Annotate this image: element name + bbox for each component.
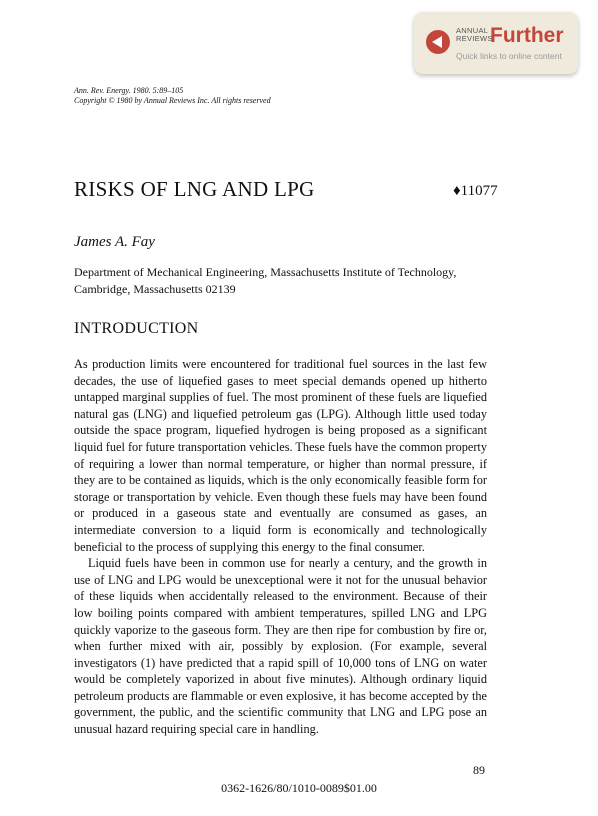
journal-info [74, 86, 271, 106]
author-name: James A. Fay [74, 234, 155, 250]
banner-tagline: Quick links to online content [456, 51, 562, 61]
banner-annual-label: ANNUAL [456, 26, 489, 35]
affiliation-line-1: Department of Mechanical Engineering, Massachusetts Institute of Technology, [74, 265, 457, 279]
article-identifier: 0362-1626/80/1010-0089$01.00 [221, 781, 377, 795]
banner-further-label: Further [490, 24, 564, 47]
affiliation-line-2: Cambridge, Massachusetts 02139 [74, 282, 236, 296]
journal-copyright: Copyright © 1980 by Annual Reviews Inc. All rights reserved [74, 96, 271, 105]
journal-citation: Ann. Rev. Energy. 1980. 5:89–105 [74, 86, 184, 95]
paragraph-1: As production limits were encountered for traditional fuel sources in the last few decades, the use of liquefied gases to meet special demands opened up hitherto untapped marginal supplies of fuel. The most prominent of these fuels are liquefied natural gas (LNG) and liquefied petroleum gas (LPG). Although little used today outside the space program, liquefied hydrogen is being proposed as a significant liquid fuel for future transportation vehicles. These fuels have the common property of requiring a lower than normal temperature, or higher than normal pressure, if they are to be contained as liquids, which is the only economically feasible form for storage or transportation by vehicle. Even though these fuels may have been found or produced in a gaseous state and eventually are consumed as gases, an intermediate conversion to a liquid form is economically and technologically beneficial to the process of supplying this energy to the final consumer. [74, 357, 487, 554]
page-number: 89 [473, 763, 485, 777]
section-heading: INTRODUCTION [74, 320, 199, 337]
paragraph-2: Liquid fuels have been in common use for nearly a century, and the growth in use of LNG and LPG would be unexceptional were it not for the unusual behavior of these liquids when accidentally released to the environment. Because of their low boiling points compared with ambient temperatures, spilled LNG and LPG quickly vaporize to the gaseous form. They are then ripe for combustion by fire or, when further mixed with air, possibly by explosion. (For example, several investigators (1) have predicted that a rapid spill of 10,000 tons of LNG on water would be completely vaporized in about five minutes). Although ordinary liquid petroleum products are flammable or even explosive, it has become accepted by the government, the public, and the scientific community that LNG and LPG pose an unusual hazard requiring special care in handling. [74, 556, 487, 737]
body-text [74, 356, 487, 738]
annual-reviews-logo-icon [426, 30, 450, 54]
author-affiliation [74, 264, 514, 298]
article-code: ♦11077 [453, 183, 498, 199]
article-title: RISKS OF LNG AND LPG [74, 177, 315, 201]
further-banner[interactable] [414, 12, 578, 74]
banner-annual-reviews [456, 27, 493, 43]
banner-reviews-label: REVIEWS [456, 34, 493, 43]
